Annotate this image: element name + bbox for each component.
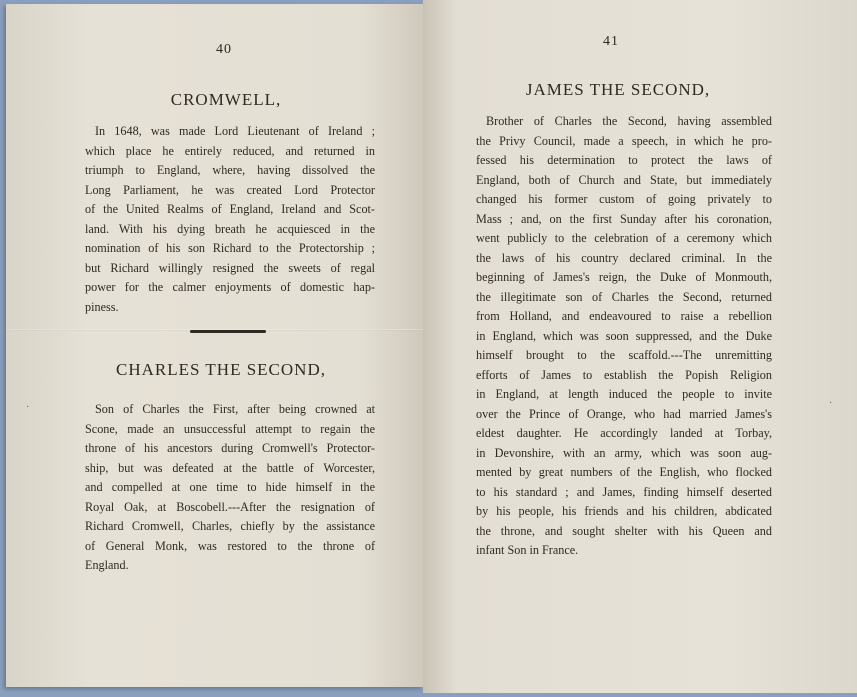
text-line: to his standard ; and James, finding himself deserted bbox=[476, 484, 772, 499]
text-line: triumph to England, where, having dissolved the bbox=[85, 163, 375, 177]
text-line: of General Monk, was restored to the throne of bbox=[85, 538, 375, 553]
text-line: from Holland, and endeavoured to raise a rebellion bbox=[476, 309, 772, 323]
text-line: in England, at length induced the people to invite bbox=[476, 387, 772, 401]
text-line: in Devonshire, with an army, which was soon aug- bbox=[476, 445, 772, 460]
section-divider bbox=[190, 330, 266, 333]
text-line: the laws of his country declared criminal. In the bbox=[476, 250, 772, 265]
right-page bbox=[423, 0, 857, 693]
heading-charles-second: CHARLES THE SECOND, bbox=[116, 360, 326, 379]
text-line: which place he entirely reduced, and returned in bbox=[85, 143, 375, 158]
text-line: changed his former custom of going privately to bbox=[476, 192, 772, 206]
james-paragraph bbox=[476, 112, 772, 561]
text-line: the Privy Council, made a speech, in which he pro- bbox=[476, 133, 772, 148]
text-line: over the Prince of Orange, who had married James's bbox=[476, 406, 772, 421]
cromwell-paragraph bbox=[85, 122, 375, 317]
text-line: Son of Charles the First, after being crowned at bbox=[95, 402, 375, 416]
text-line: of the United Realms of England, Ireland and Scot- bbox=[85, 202, 375, 216]
text-line: Scone, made an unsuccessful attempt to regain the bbox=[85, 421, 375, 436]
page-mark: · bbox=[26, 402, 30, 413]
charles-paragraph bbox=[85, 400, 375, 576]
text-line: Brother of Charles the Second, having assembled bbox=[486, 114, 772, 128]
text-line: himself brought to the scaffold.---The unremitting bbox=[476, 348, 772, 362]
page-mark: · bbox=[829, 398, 833, 409]
text-line: in England, which was soon suppressed, and the Duke bbox=[476, 328, 772, 343]
text-line: England, both of Church and State, but immediately bbox=[476, 172, 772, 187]
text-line: efforts of James to establish the Popish Religion bbox=[476, 367, 772, 382]
text-line: land. With his dying breath he acquiesced in the bbox=[85, 221, 375, 236]
text-line: the throne, and sought shelter with his Queen and bbox=[476, 523, 772, 538]
text-line: power for the calmer enjoyments of domestic hap- bbox=[85, 280, 375, 294]
text-line: fessed his determination to protect the laws of bbox=[476, 153, 772, 167]
text-line: piness. bbox=[85, 299, 119, 314]
text-line: mented by great numbers of the English, who flocked bbox=[476, 465, 772, 479]
text-line: the illegitimate son of Charles the Second, returned bbox=[476, 289, 772, 304]
text-line: ship, but was defeated at the battle of Worcester, bbox=[85, 460, 375, 475]
text-line: infant Son in France. bbox=[476, 543, 579, 557]
text-line: Richard Cromwell, Charles, chiefly by the assistance bbox=[85, 519, 375, 533]
left-page bbox=[6, 4, 423, 687]
page-number-right: 41 bbox=[603, 34, 619, 49]
text-line: England. bbox=[85, 558, 129, 572]
text-line: throne of his ancestors during Cromwell's Protector- bbox=[85, 441, 375, 455]
text-line: went publicly to the celebration of a ceremony which bbox=[476, 231, 772, 245]
heading-james-second: JAMES THE SECOND, bbox=[525, 80, 711, 99]
text-line: and compelled at one time to hide himself in the bbox=[85, 480, 375, 494]
text-line: In 1648, was made Lord Lieutenant of Ireland ; bbox=[95, 124, 375, 138]
page-number-left: 40 bbox=[216, 42, 232, 57]
text-line: but Richard willingly resigned the sweets of regal bbox=[85, 260, 375, 275]
text-line: beginning of James's reign, the Duke of Monmouth, bbox=[476, 270, 772, 284]
text-line: by his people, his friends and his children, abdicated bbox=[476, 504, 772, 518]
text-line: Royal Oak, at Boscobell.---After the resignation of bbox=[85, 499, 375, 514]
text-line: Mass ; and, on the first Sunday after his coronation, bbox=[476, 211, 772, 226]
text-line: eldest daughter. He accordingly landed at Torbay, bbox=[476, 426, 772, 440]
text-line: nomination of his son Richard to the Protectorship ; bbox=[85, 241, 375, 255]
text-line: Long Parliament, he was created Lord Protector bbox=[85, 182, 375, 197]
heading-cromwell: CROMWELL, bbox=[170, 90, 282, 109]
